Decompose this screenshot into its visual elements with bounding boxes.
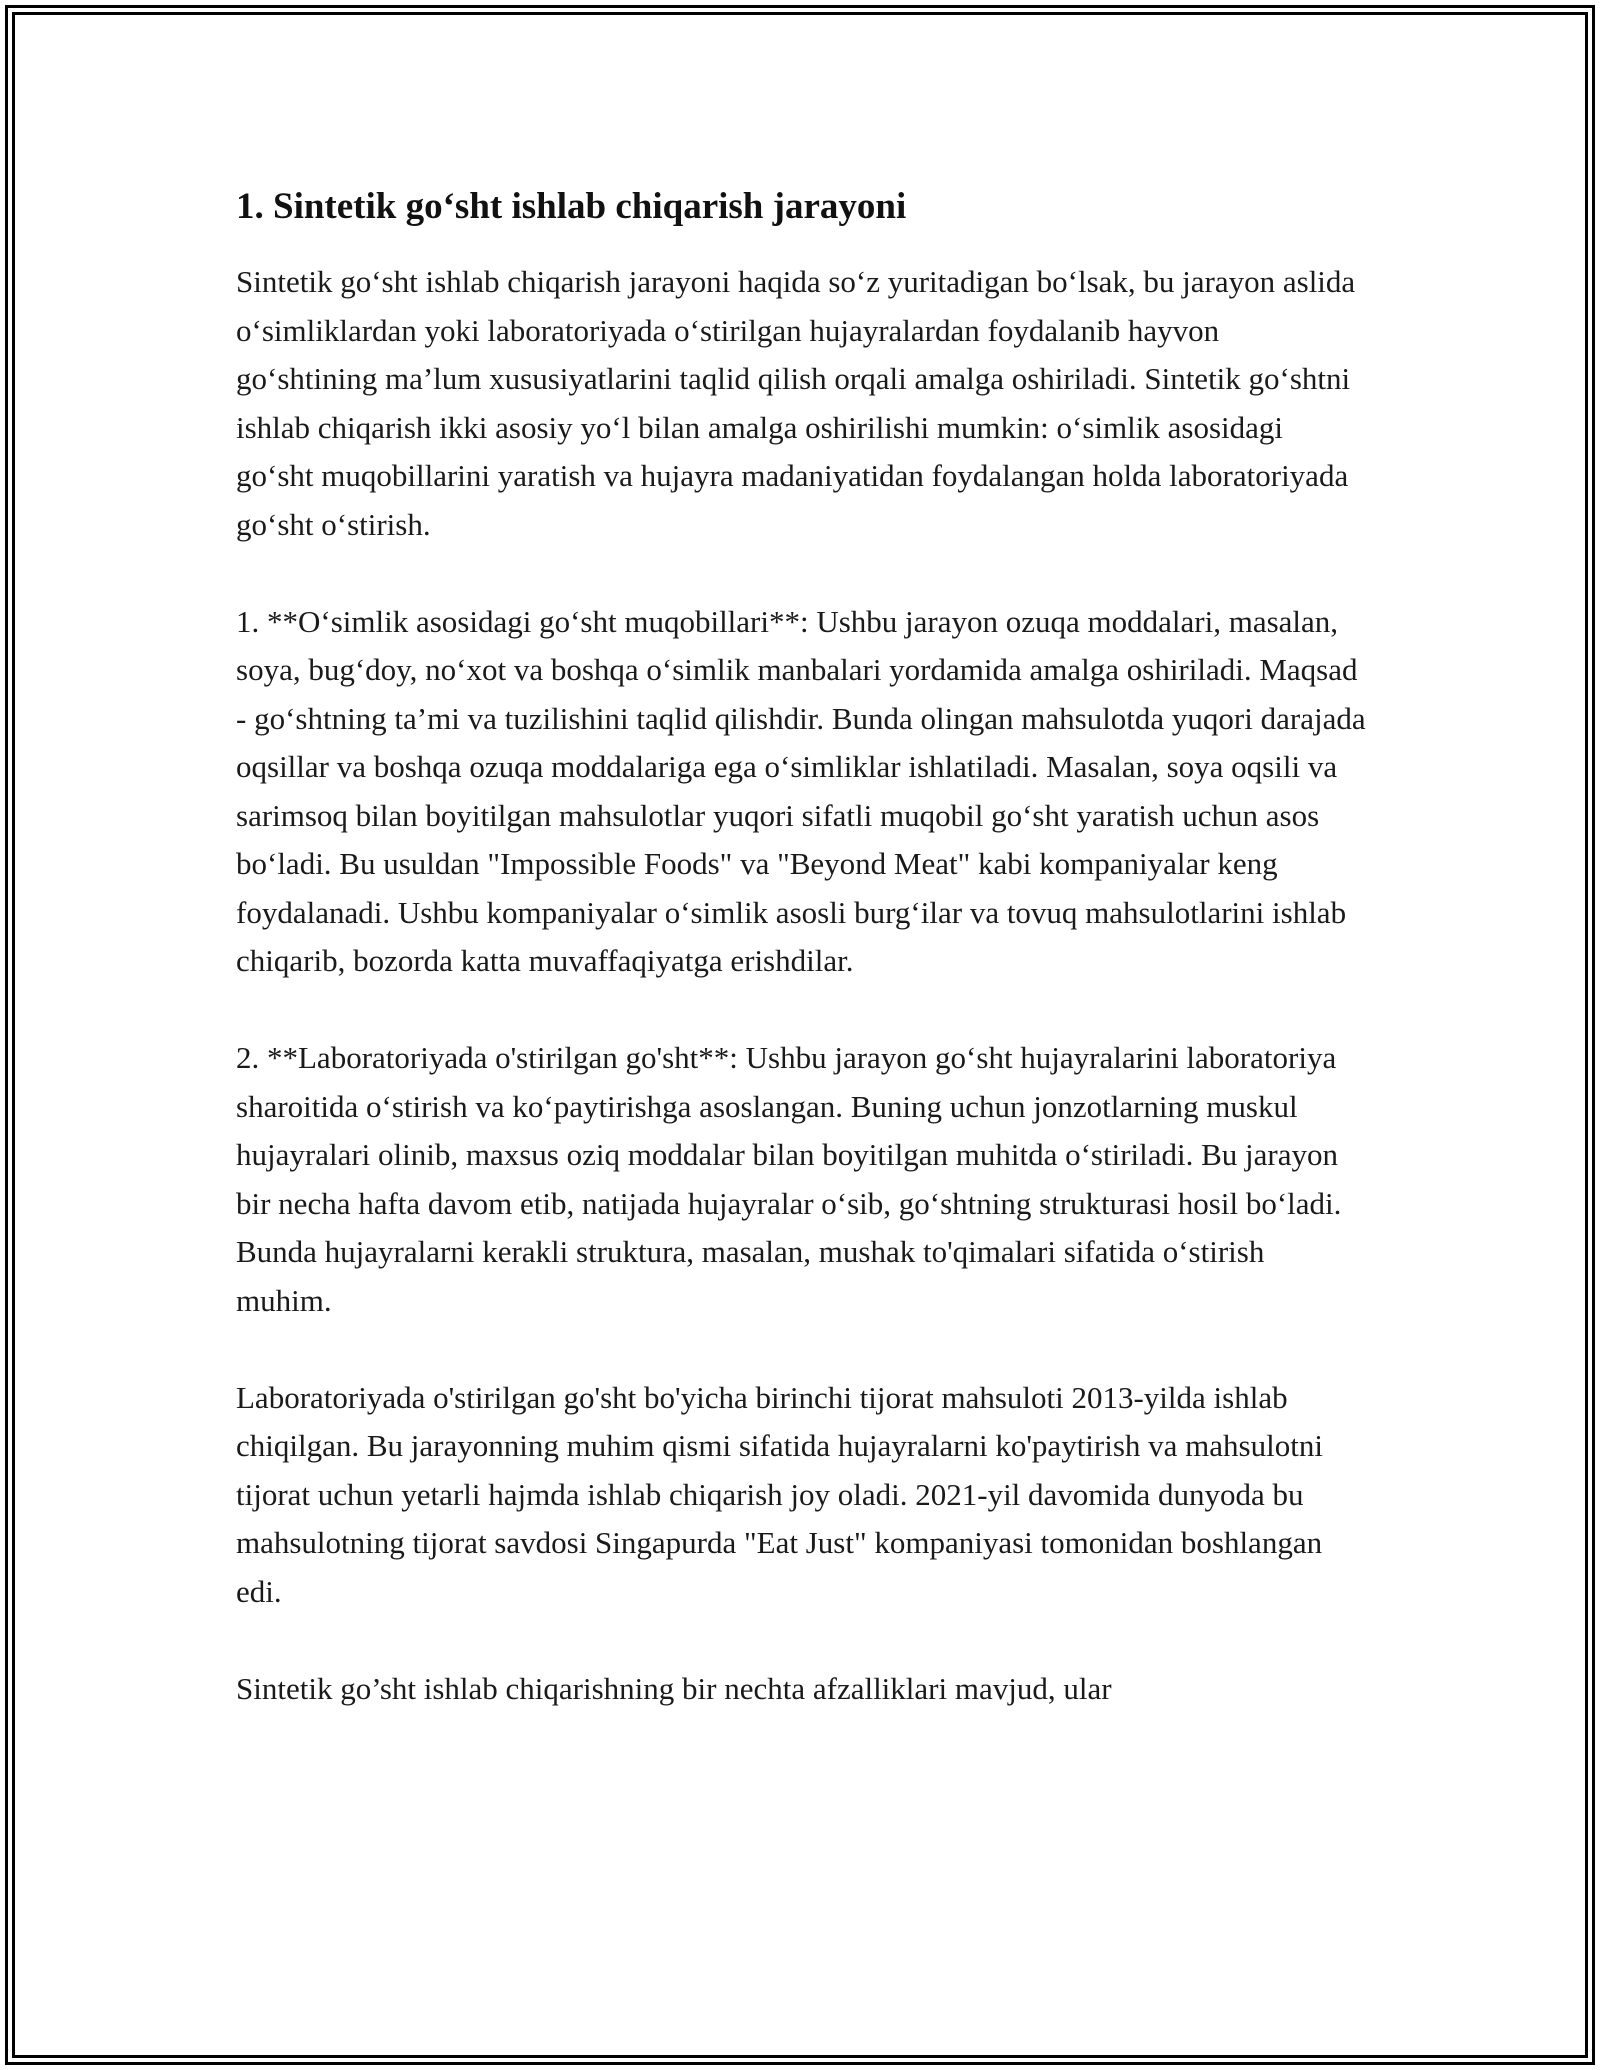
document-body [236, 182, 1366, 1762]
paragraph-plant-based: 1. **O‘simlik asosidagi go‘sht muqobillari**: Ushbu jarayon ozuqa moddalari, masalan, soya, bug‘doy, no‘xot va boshqa o‘simlik manbalari yordamida amalga oshiriladi. Maqsad - go‘shtning ta’mi va tuzilishini taqlid qilishdir. Bunda olingan mahsulotda yuqori darajada oqsillar va boshqa ozuqa moddalariga ega o‘simliklar ishlatiladi. Masalan, soya oqsili va sarimsoq bilan boyitilgan mahsulotlar yuqori sifatli muqobil go‘sht yaratish uchun asos bo‘ladi. Bu usuldan "Impossible Foods" va "Beyond Meat" kabi kompaniyalar keng foydalanadi. Ushbu kompaniyalar o‘simlik asosli burg‘ilar va tovuq mahsulotlarini ishlab chiqarib, bozorda katta muvaffaqiyatga erishdilar. [236, 603, 1366, 978]
document-title: 1. Sintetik go‘sht ishlab chiqarish jarayoni [236, 186, 907, 227]
paragraph-commercial-history: Laboratoriyada o'stirilgan go'sht bo'yicha birinchi tijorat mahsuloti 2013-yilda ishlab chiqilgan. Bu jarayonning muhim qismi sifatida hujayralarni ko'paytirish va mahsulotni tijorat uchun yetarli hajmda ishlab chiqarish joy oladi. 2021-yil davomida dunyoda bu mahsulotning tijorat savdosi Singapurda "Eat Just" kompaniyasi tomonidan boshlangan edi. [236, 1379, 1323, 1609]
paragraph-lab-grown: 2. **Laboratoriyada o'stirilgan go'sht**: Ushbu jarayon go‘sht hujayralarini laboratoriya sharoitida o‘stirish va ko‘paytirishga asoslangan. Buning uchun jonzotlarning muskul hujayralari olinib, maxsus oziq moddalar bilan boyitilgan muhitda o‘stiriladi. Bu jarayon bir necha hafta davom etib, natijada hujayralar o‘sib, go‘shtning strukturasi hosil bo‘ladi. Bunda hujayralarni kerakli struktura, masalan, mushak to'qimalari sifatida o‘stirish muhim. [236, 1040, 1342, 1318]
paragraph-intro: Sintetik go‘sht ishlab chiqarish jarayoni haqida so‘z yuritadigan bo‘lsak, bu jarayon aslida o‘simliklardan yoki laboratoriyada o‘stirilgan hujayralardan foydalanib hayvon go‘shtining ma’lum xususiyatlarini taqlid qilish orqali amalga oshiriladi. Sintetik go‘shtni ishlab chiqarish ikki asosiy yo‘l bilan amalga oshirilishi mumkin: o‘simlik asosidagi go‘sht muqobillarini yaratish va hujayra madaniyatidan foydalangan holda laboratoriyada go‘sht o‘stirish. [236, 264, 1356, 542]
paragraph-advantages: Sintetik go’sht ishlab chiqarishning bir nechta afzalliklari mavjud, ular [236, 1670, 1112, 1706]
